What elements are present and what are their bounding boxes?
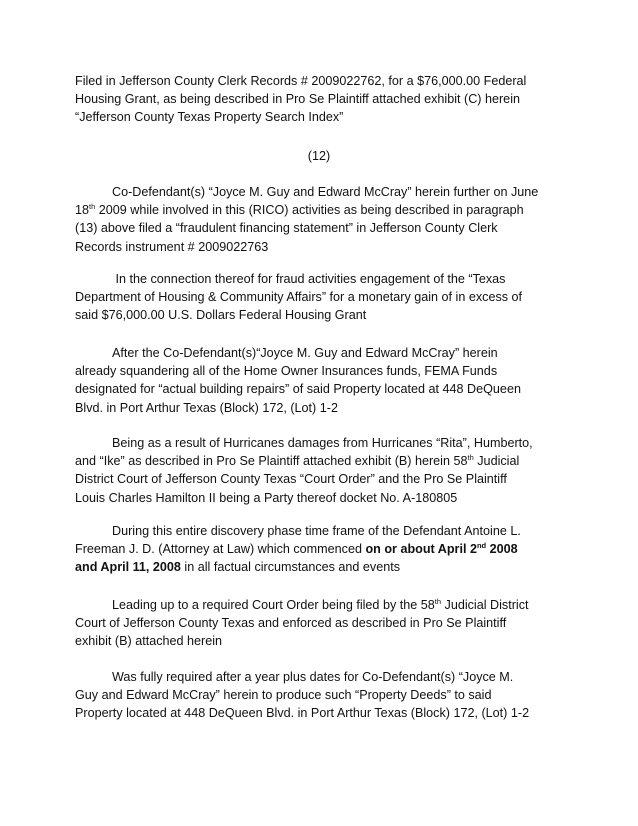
paragraph-line [75, 201, 570, 219]
paragraph-line [75, 558, 570, 576]
paragraph-line: designated for “actual building repairs” of said Property located at 448 DeQueen [75, 382, 521, 397]
paragraph-line: Was fully required after a year plus dates for Co-Defendant(s) “Joyce M. [112, 670, 514, 684]
paragraph-4 [75, 434, 570, 507]
paragraph-2 [75, 270, 570, 325]
paragraph-line: Guy and Edward McCray” herein to produce such “Property Deeds” to said [75, 688, 492, 703]
date-day: 18 [75, 203, 90, 218]
paragraph-line: Department of Housing & Community Affairs” for a monetary gain of in excess of [75, 290, 523, 305]
paragraph-line: already squandering all of the Home Owner Insurances funds, FEMA Funds [75, 364, 498, 379]
paragraph-3 [75, 344, 570, 417]
paragraph-line [75, 596, 570, 614]
paragraph-line: In the connection thereof for fraud activities engagement of the “Texas [112, 272, 506, 286]
section-number: (12) [307, 149, 331, 163]
line-text: Leading up to a required Court Order being filed by the 58 [112, 598, 435, 612]
paragraph-line: Co-Defendant(s) “Joyce M. Guy and Edward McCray” herein further on June [112, 185, 539, 199]
paragraph-line: said $76,000.00 U.S. Dollars Federal Housing Grant [75, 308, 367, 323]
ordinal-suffix: nd [476, 541, 487, 551]
paragraph-line: After the Co-Defendant(s)“Joyce M. Guy and Edward McCray” herein [112, 346, 498, 360]
line-text: Freeman J. D. (Attorney at Law) which commenced [75, 542, 366, 557]
paragraph-line [75, 452, 570, 470]
intro-line: “Jefferson County Texas Property Search Index” [75, 110, 344, 125]
intro-line: Filed in Jefferson County Clerk Records # 2009022762, for a $76,000.00 Federal [75, 74, 527, 88]
paragraph-line: exhibit (B) attached herein [75, 634, 223, 649]
paragraph-line: Court of Jefferson County Texas and enforced as described in Pro Se Plaintiff [75, 616, 507, 631]
ordinal-suffix: th [434, 597, 442, 606]
paragraph-line [75, 540, 570, 558]
line-text: and “Ike” as described in Pro Se Plaintiff attached exhibit (B) herein 58 [75, 454, 468, 469]
bold-year: 2008 [486, 542, 518, 557]
line-text: in all factual circumstances and events [180, 560, 401, 575]
intro-paragraph [75, 72, 570, 127]
paragraph-1 [75, 183, 570, 256]
paragraph-line: Being as a result of Hurricanes damages from Hurricanes “Rita”, Humberto, [112, 436, 533, 450]
line-text: Judicial [473, 454, 520, 469]
bold-date: and April 11, 2008 [75, 560, 181, 575]
bold-date: on or about April 2 [365, 542, 477, 557]
line-text: 2009 while involved in this (RICO) activities as being described in paragraph [95, 203, 524, 218]
paragraph-line: District Court of Jefferson County Texas “Court Order” and the Pro Se Plaintiff [75, 472, 507, 487]
paragraph-6 [75, 596, 570, 651]
paragraph-line: Property located at 448 DeQueen Blvd. in Port Arthur Texas (Block) 172, (Lot) 1-2 [75, 706, 530, 721]
intro-line: Housing Grant, as being described in Pro Se Plaintiff attached exhibit (C) herein [75, 92, 520, 107]
ordinal-suffix: th [467, 453, 474, 463]
paragraph-7 [75, 668, 570, 723]
paragraph-line: (13) above filed a “fraudulent financing statement” in Jefferson County Clerk [75, 221, 498, 236]
paragraph-line: During this entire discovery phase time frame of the Defendant Antoine L. [112, 524, 521, 538]
paragraph-line: Blvd. in Port Arthur Texas (Block) 172, (Lot) 1-2 [75, 400, 338, 415]
paragraph-line: Records instrument # 2009022763 [75, 239, 269, 254]
paragraph-line: Louis Charles Hamilton II being a Party thereof docket No. A-180805 [75, 490, 458, 505]
ordinal-suffix: th [89, 202, 96, 212]
paragraph-5 [75, 522, 570, 577]
line-text: Judicial District [441, 598, 529, 612]
